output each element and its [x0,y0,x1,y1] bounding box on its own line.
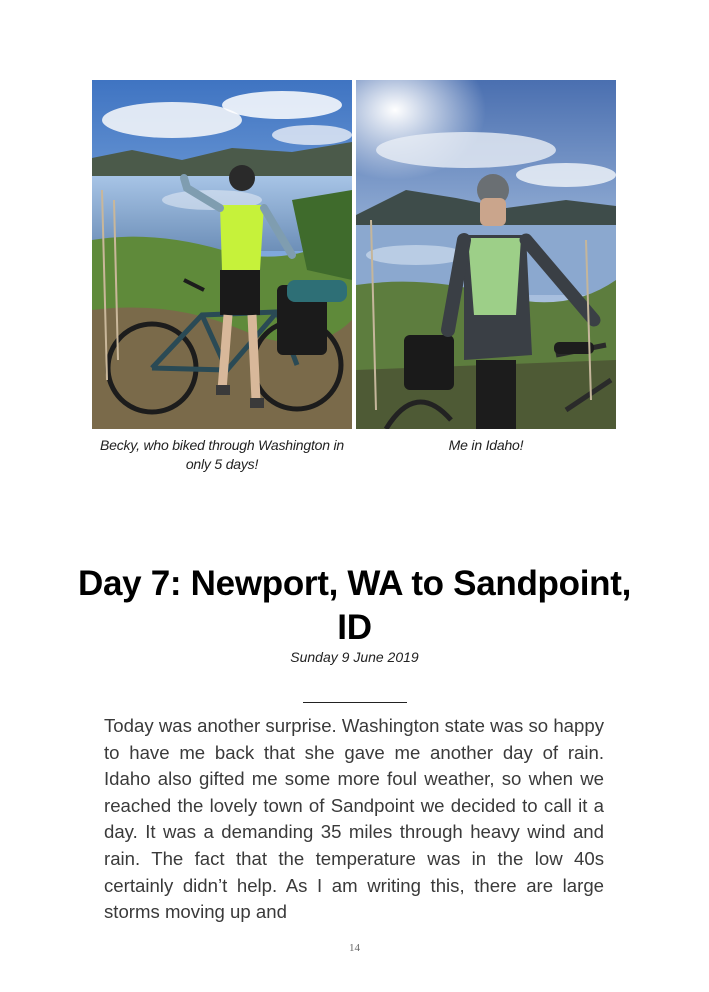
photo-caption-becky: Becky, who biked through Washington in only 5 days! [99,437,345,472]
photo-caption-author: Me in Idaho! [448,437,524,453]
photo-author-idaho [356,80,616,429]
photo-becky [92,80,352,429]
page-number: 14 [349,942,360,954]
body-paragraph: Today was another surprise. Washington state was so happy to have me back that she gave me another day of rain. Idaho also gifted me some more foul weather, so when we reached the lovely town of Sandpoint we decided to call it a day. It was a demanding 35 miles through heavy wind and rain. The fact that the temperature was in the low 40s certainly didn’t help. As I am writing this, there are large storms moving up and [104,715,604,923]
chapter-title: Day 7: Newport, WA to Sandpoint, ID [78,564,631,647]
chapter-date: Sunday 9 June 2019 [290,649,419,665]
section-separator [303,702,407,703]
